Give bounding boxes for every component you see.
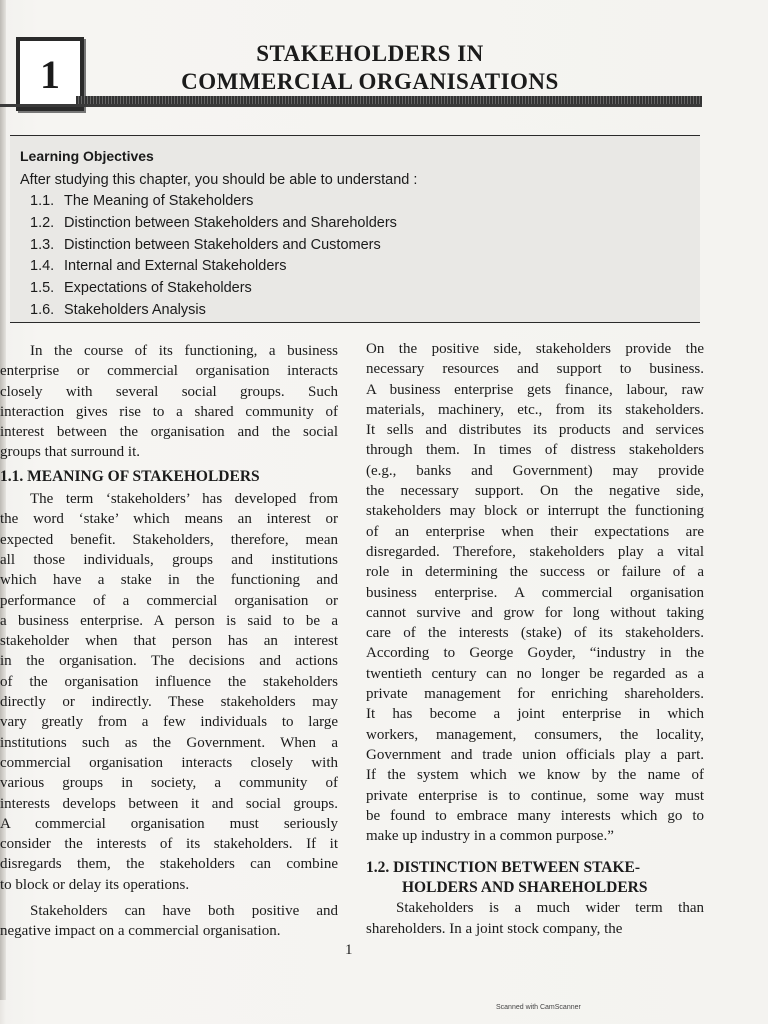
objective-text: Expectations of Stakeholders [64, 280, 252, 297]
chapter-title [100, 40, 640, 96]
objective-text: Distinction between Stakeholders and Customers [64, 236, 381, 253]
objective-item [30, 300, 397, 322]
chapter-title-line2: COMMERCIAL ORGANISATIONS [181, 69, 559, 94]
objectives-heading: Learning Objectives [20, 148, 154, 164]
text-line: be found to embrace many interests which go to [366, 807, 704, 824]
objective-number: 1.4. [30, 258, 55, 275]
text-line: If the system which we know by the name of [366, 767, 704, 784]
text-line: disregarded. Therefore, stakeholders play a vital [366, 543, 704, 560]
section-heading-1-1: 1.1. MEANING OF STAKEHOLDERS [0, 467, 260, 485]
text-line: The term ‘stakeholders’ has developed from [30, 491, 338, 508]
text-line: interest between the organisation and the social [0, 424, 338, 441]
text-line: materials, machinery, etc., from its stakeholders. [366, 401, 704, 418]
objective-item [30, 256, 397, 278]
text-line: In the course of its functioning, a business [30, 343, 338, 359]
text-line: Stakeholders can have both positive and [30, 903, 338, 920]
text-line: interaction gives rise to a shared community of [0, 403, 338, 420]
page-number: 1 [345, 942, 353, 958]
objectives-list [30, 191, 397, 322]
text-line: workers, management, consumers, the locality, [366, 726, 704, 743]
chapter-number: 1 [40, 51, 60, 97]
text-line: A commercial organisation must seriously [0, 815, 338, 832]
text-line: through them. In times of distress stakeholders [366, 442, 704, 459]
section-heading-line2: HOLDERS AND SHAREHOLDERS [402, 879, 648, 897]
paragraph [0, 901, 338, 942]
chapter-title-line1: STAKEHOLDERS IN [256, 41, 484, 66]
text-line: private management for enriching shareholders. [366, 686, 704, 703]
text-line: On the positive side, stakeholders provide the [366, 341, 704, 357]
objective-number: 1.2. [30, 214, 55, 231]
text-line: a business enterprise. A person is said to be a [0, 612, 338, 629]
learning-objectives-box [10, 135, 700, 323]
text-line: performance of a commercial organisation or [0, 592, 338, 609]
paragraph [366, 898, 704, 939]
objective-item [30, 213, 397, 235]
text-line: negative impact on a commercial organisation. [0, 923, 281, 940]
objective-text: The Meaning of Stakeholders [64, 193, 254, 209]
objective-number: 1.5. [30, 280, 55, 297]
text-line: Government and trade union officials play a part. [366, 746, 704, 763]
text-line: It sells and distributes its products and services [366, 422, 704, 439]
text-line: in the organisation. The decisions and actions [0, 653, 338, 670]
text-line: Stakeholders is a much wider term than [396, 900, 704, 917]
text-line: which have a stake in the functioning and [0, 572, 338, 589]
title-rule-thin [0, 104, 702, 107]
objective-number: 1.1. [30, 193, 55, 209]
text-line: stakeholders may block or interrupt the functioning [366, 503, 704, 520]
text-line: A business enterprise gets finance, labour, raw [366, 381, 704, 398]
text-line: various groups in society, a community of [0, 775, 338, 792]
text-line: groups that surround it. [0, 444, 140, 461]
text-line: twentieth century can no longer be regarded as a [366, 665, 704, 682]
text-line: of an enterprise when their expectations are [366, 523, 704, 540]
objective-item [30, 235, 397, 257]
objectives-intro: After studying this chapter, you should be able to understand : [20, 172, 418, 188]
text-line: of the organisation influence the stakeholders [0, 673, 338, 690]
text-line: role in determining the success or failure of a [366, 564, 704, 581]
text-line: care of the interests (stake) of its stakeholders. [366, 625, 704, 642]
text-line: According to George Goyder, “industry in the [366, 645, 704, 662]
text-line: shareholders. In a joint stock company, the [366, 920, 623, 937]
objective-text: Internal and External Stakeholders [64, 258, 287, 275]
text-line: all those individuals, groups and institutions [0, 551, 338, 568]
text-line: interests develops between it and social groups. [0, 795, 338, 812]
text-line: expected benefit. Stakeholders, therefore, mean [0, 531, 338, 548]
text-line: to block or delay its operations. [0, 876, 190, 893]
paragraph [0, 489, 338, 895]
left-column [0, 341, 338, 942]
objective-number: 1.3. [30, 236, 55, 253]
text-line: closely with several social groups. Such [0, 383, 338, 400]
text-line: disregards them, the stakeholders can combine [0, 856, 338, 873]
objective-number: 1.6. [30, 301, 55, 318]
text-line: cannot survive and grow for long without taking [366, 604, 704, 621]
text-line: institutions such as the Government. When a [0, 734, 338, 751]
text-line: necessary resources and support to business. [366, 361, 704, 378]
text-line: commercial organisation interacts closely with [0, 754, 338, 771]
paragraph [366, 339, 704, 846]
objective-item [30, 278, 397, 300]
text-line: make up industry in a common purpose.” [366, 828, 614, 845]
text-line: private enterprise is to continue, some way must [366, 787, 704, 804]
text-line: stakeholder when that person has an interest [0, 633, 338, 650]
scanner-watermark: Scanned with CamScanner [496, 1004, 581, 1011]
text-line: the word ‘stake’ which means an interest or [0, 511, 338, 528]
section-heading-1-2 [366, 858, 704, 898]
text-line: (e.g., banks and Government) may provide [366, 462, 704, 479]
text-line: directly or indirectly. These stakeholders may [0, 694, 338, 711]
text-line: consider the interests of its stakeholders. If it [0, 836, 338, 853]
chapter-number-box [16, 37, 84, 111]
text-line: the necessary support. On the negative side, [366, 483, 704, 500]
text-line: vary greatly from a few individuals to large [0, 714, 338, 731]
text-line: enterprise or commercial organisation interacts [0, 363, 338, 380]
text-line: It has become a joint enterprise in which [366, 706, 704, 723]
objective-item [30, 191, 397, 213]
right-column [366, 339, 704, 939]
paragraph [0, 341, 338, 463]
objective-text: Distinction between Stakeholders and Shareholders [64, 214, 397, 231]
objective-text: Stakeholders Analysis [64, 301, 206, 318]
section-heading-line1: 1.2. DISTINCTION BETWEEN STAKE- [366, 859, 641, 877]
title-rule [76, 96, 702, 104]
text-line: business enterprise. A commercial organisation [366, 584, 704, 601]
